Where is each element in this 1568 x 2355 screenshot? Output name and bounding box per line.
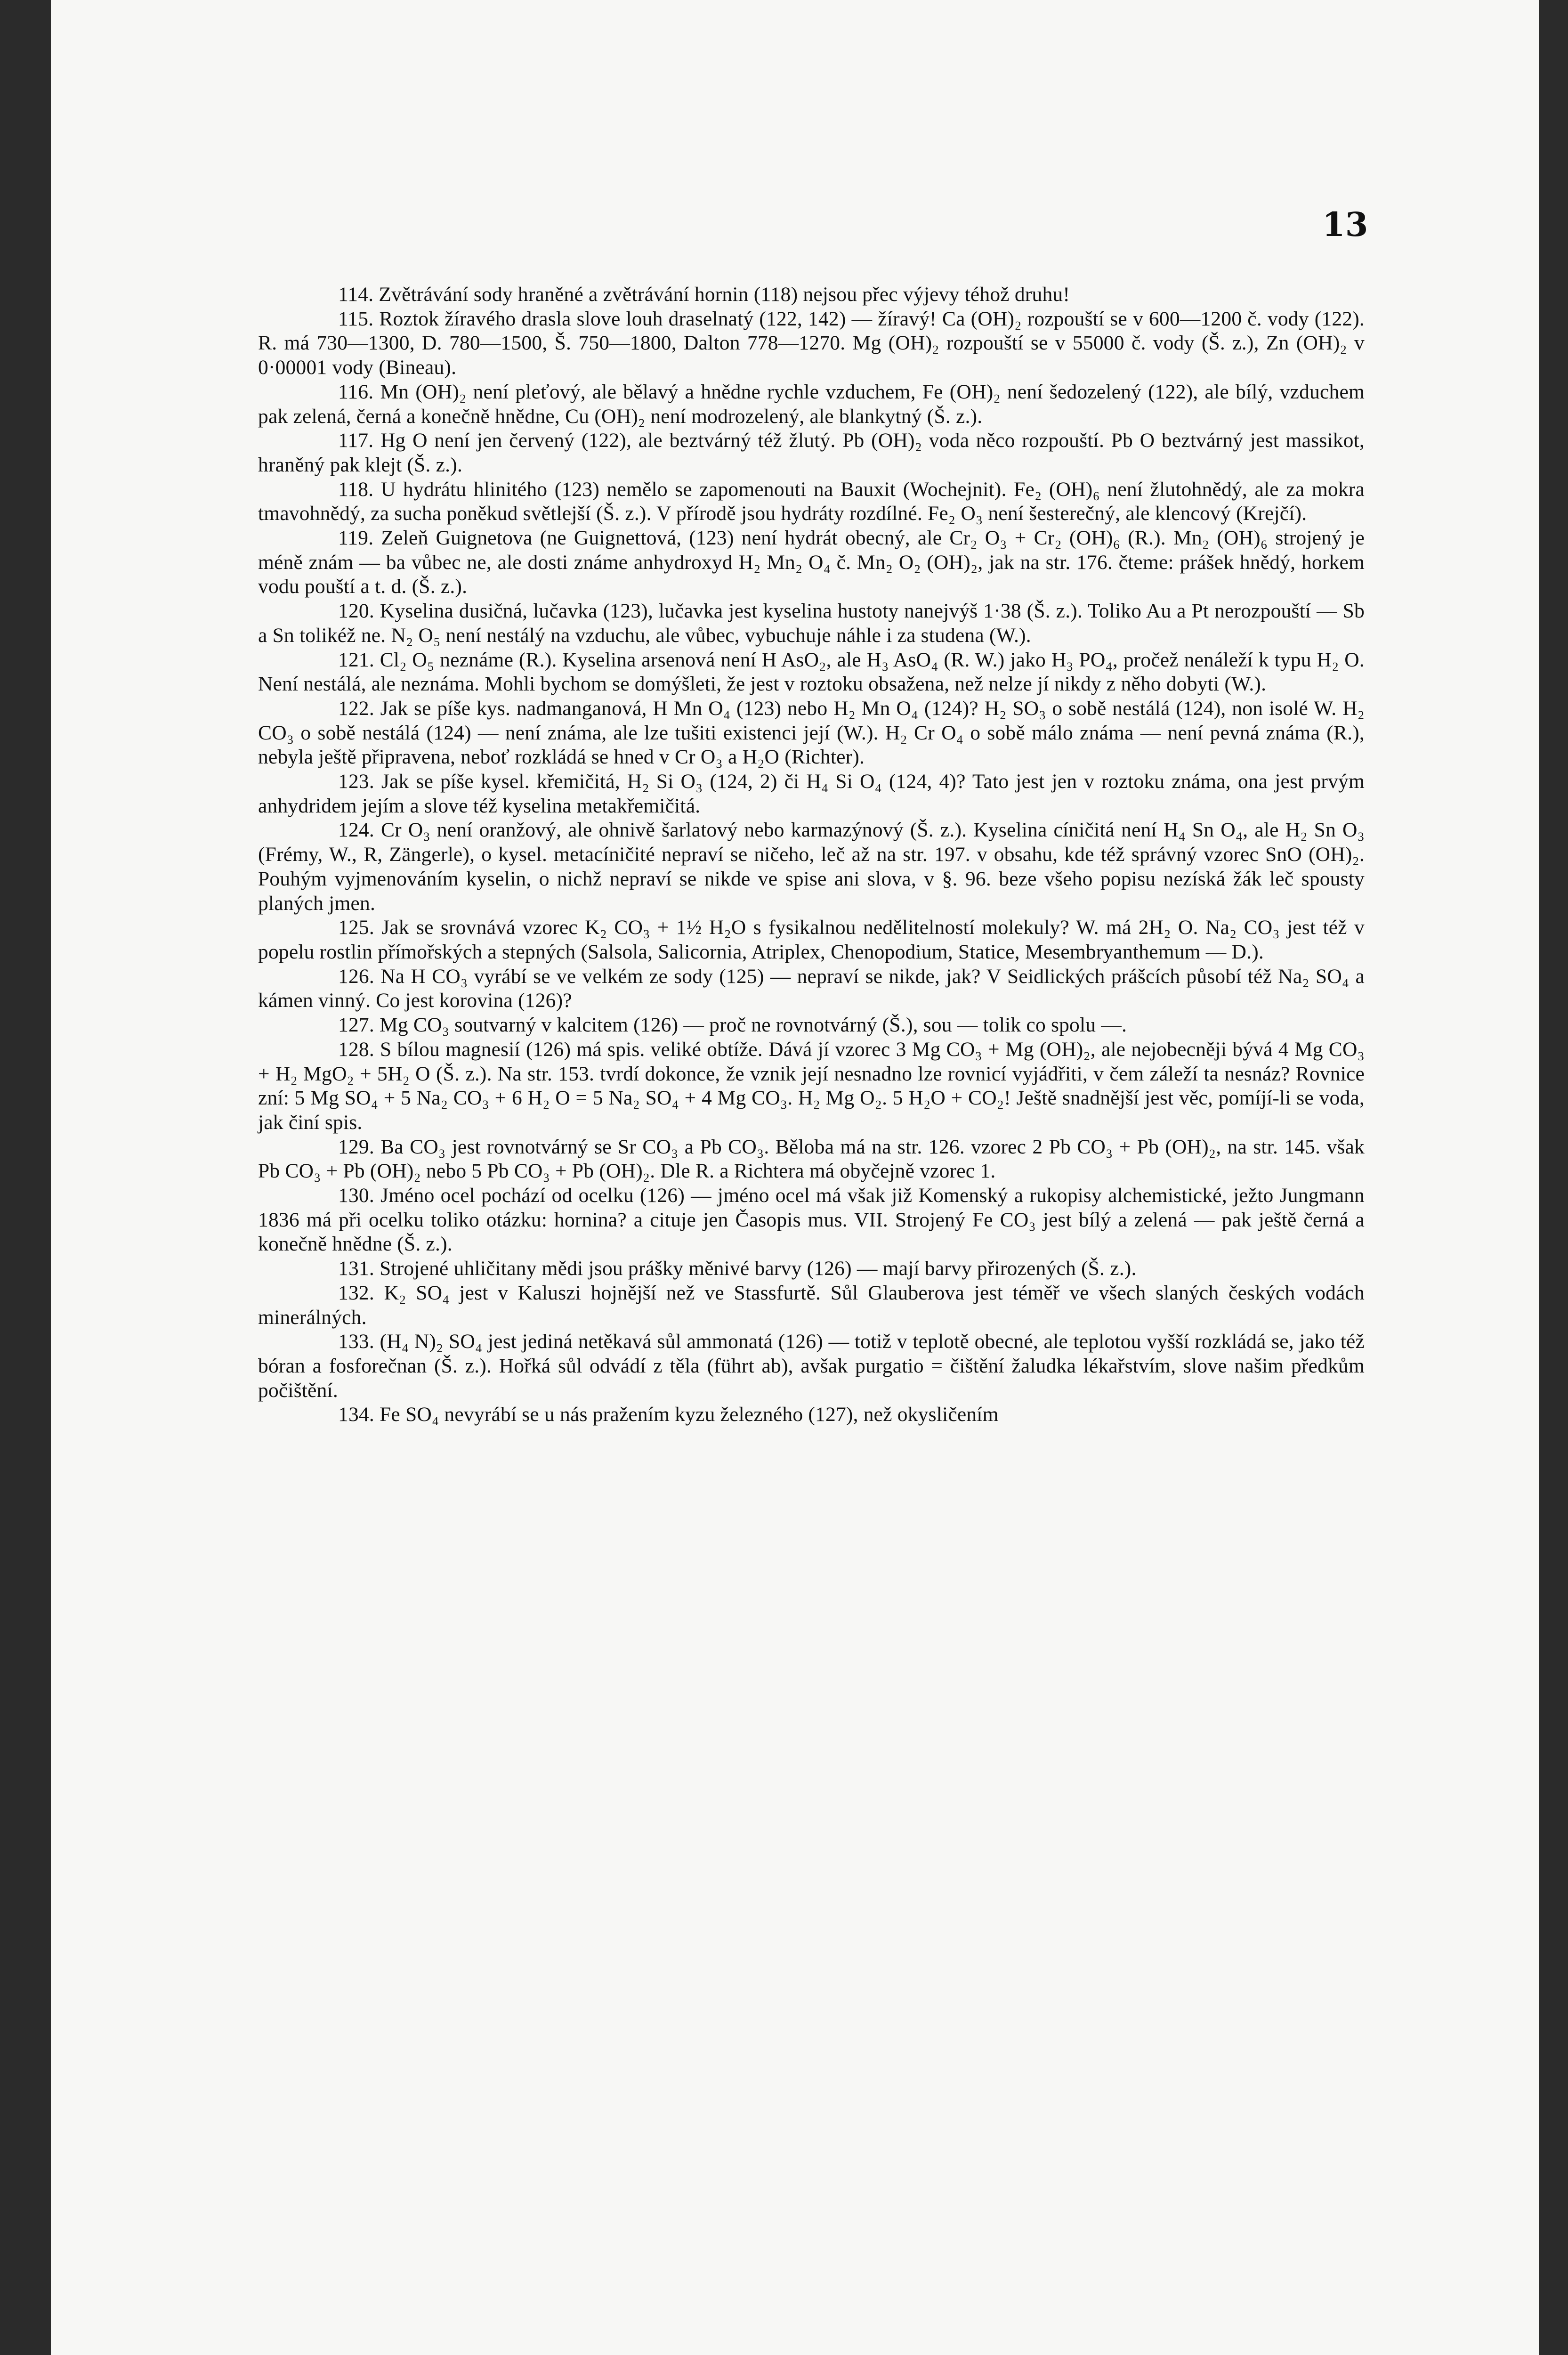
paragraph-127: 127. Mg CO₃ soutvarný v kalcitem (126) — proč ne rovnotvárný (Š.), sou — tolik co spolu —. [338, 1014, 1127, 1037]
paragraph-114: 114. Zvětrávání sody hraněné a zvětrávání hornin (118) nejsou přec výjevy téhož druhu! [338, 283, 1070, 306]
page-number: 13 [1322, 205, 1368, 244]
paragraph-126: 126. Na H CO₃ vyrábí se ve velkém ze sody (125) — nepraví se nikde, jak? V Seidlických prášcích působí též Na₂ SO₄ a kámen vinný. Co jest korovina (126)? [258, 965, 1365, 1012]
paragraph-117: 117. Hg O není jen červený (122), ale beztvárný též žlutý. Pb (OH)₂ voda něco rozpouští. Pb O beztvárný jest massikot, hraněný pak klejt (Š. z.). [258, 429, 1365, 476]
paragraph-128: 128. S bílou magnesií (126) má spis. veliké obtíže. Dává jí vzorec 3 Mg CO₃ + Mg (OH)₂, ale nejobecněji bývá 4 Mg CO₃ + H₂ MgO₂ + 5H₂ O (Š. z.). Na str. 153. tvrdí dokonce, že vznik její nesnadno lze rovnicí vyjádřiti, v čem záleží ta nesnáz? Rovnice zní: 5 Mg SO₄ + 5 Na₂ CO₃ + 6 H₂ O = 5 Na₂ SO₄ + 4 Mg CO₃. H₂ Mg O₂. 5 H₂O + CO₂! Ještě snadnější jest věc, pomíjí-li se voda, jak činí spis. [258, 1038, 1365, 1134]
paragraph-134: 134. Fe SO₄ nevyrábí se u nás pražením kyzu železného (127), než okysličením [338, 1403, 999, 1426]
paragraph-133: 133. (H₄ N)₂ SO₄ jest jediná netěkavá sůl ammonatá (126) — totiž v teplotě obecné, ale teplotou vyšší rozkládá se, jako též bóran a fosforečnan (Š. z.). Hořká sůl odvádí z těla (führt ab), avšak purgatio = čištění žaludka lékařstvím, slove našim předkům počištění. [258, 1330, 1365, 1402]
document-body [258, 283, 1365, 1427]
paragraph-116: 116. Mn (OH)₂ není pleťový, ale bělavý a hnědne rychle vzduchem, Fe (OH)₂ není šedozelený (122), ale bílý, vzduchem pak zelená, černá a konečně hnědne, Cu (OH)₂ není modrozelený, ale blankytný (Š. z.). [258, 380, 1365, 428]
paragraph-123: 123. Jak se píše kysel. křemičitá, H₂ Si O₃ (124, 2) či H₄ Si O₄ (124, 4)? Tato jest jen v roztoku známa, ona jest prvým anhydridem jejím a slove též kyselina metakřemičitá. [258, 770, 1365, 817]
paragraph-115: 115. Roztok žíravého drasla slove louh draselnatý (122, 142) — žíravý! Ca (OH)₂ rozpouští se v 600—1200 č. vody (122). R. má 730—1300, D. 780—1500, Š. 750—1800, Dalton 778—1270. Mg (OH)₂ rozpouští se v 55000 č. vody (Š. z.), Zn (OH)₂ v 0·00001 vody (Bineau). [258, 307, 1365, 379]
paragraph-124: 124. Cr O₃ není oranžový, ale ohnivě šarlatový nebo karmazýnový (Š. z.). Kyselina cíničitá není H₄ Sn O₄, ale H₂ Sn O₃ (Frémy, W., R, Zängerle), o kysel. metacíničité nepraví se ničeho, leč až na str. 197. v obsahu, kde též správný vzorec SnO (OH)₂. Pouhým vyjmenováním kyselin, o nichž nepraví se nikde ve spise ani slova, v §. 96. beze všeho popisu nezíská žák leč spousty planých jmen. [258, 819, 1365, 915]
paragraph-122: 122. Jak se píše kys. nadmanganová, H Mn O₄ (123) nebo H₂ Mn O₄ (124)? H₂ SO₃ o sobě nestálá (124), non isolé W. H₂ CO₃ o sobě nestálá (124) — není známa, ale lze tušiti existenci její (W.). H₂ Cr O₄ o sobě málo známa — není pevná známa (R.), nebyla ještě připravena, neboť rozkládá se hned v Cr O₃ a H₂O (Richter). [258, 697, 1365, 769]
paragraph-131: 131. Strojené uhličitany mědi jsou prášky měnivé barvy (126) — mají barvy přirozených (Š. z.). [338, 1257, 1137, 1280]
paragraph-129: 129. Ba CO₃ jest rovnotvárný se Sr CO₃ a Pb CO₃. Běloba má na str. 126. vzorec 2 Pb CO₃ + Pb (OH)₂, na str. 145. však Pb CO₃ + Pb (OH)₂ nebo 5 Pb CO₃ + Pb (OH)₂. Dle R. a Richtera má obyčejně vzorec 1. [258, 1135, 1365, 1183]
paragraph-130: 130. Jméno ocel pochází od ocelku (126) — jméno ocel má však již Komenský a rukopisy alchemistické, ježto Jungmann 1836 má při ocelku toliko otázku: hornina? a cituje jen Časopis mus. VII. Strojený Fe CO₃ jest bílý a zelená — pak ještě černá a konečně hnědne (Š. z.). [258, 1184, 1365, 1256]
paragraph-120: 120. Kyselina dusičná, lučavka (123), lučavka jest kyselina hustoty nanejvýš 1·38 (Š. z.). Toliko Au a Pt nerozpouští — Sb a Sn tolikéž ne. N₂ O₅ není nestálý na vzduchu, ale vůbec, vybuchuje náhle i za studena (W.). [258, 600, 1365, 647]
paragraph-118: 118. U hydrátu hlinitého (123) nemělo se zapomenouti na Bauxit (Wochejnit). Fe₂ (OH)₆ není žlutohnědý, ale za mokra tmavohnědý, za sucha poněkud světlejší (Š. z.). V přírodě jsou hydráty rozdílné. Fe₂ O₃ není šesterečný, ale klencový (Krejčí). [258, 478, 1365, 525]
paragraph-132: 132. K₂ SO₄ jest v Kaluszi hojnější než ve Stassfurtě. Sůl Glauberova jest téměř ve všech slaných českých vodách minerálných. [258, 1281, 1365, 1329]
paragraph-121: 121. Cl₂ O₅ neznáme (R.). Kyselina arsenová není H AsO₂, ale H₃ AsO₄ (R. W.) jako H₃ PO₄, pročež nenáleží k typu H₂ O. Není nestálá, ale neznáma. Mohli bychom se domýšleti, že jest v roztoku obsažena, než nelze jí nikdy z něho dobyti (W.). [258, 648, 1365, 696]
document-page [51, 0, 1539, 2355]
paragraph-125: 125. Jak se srovnává vzorec K₂ CO₃ + 1½ H₂O s fysikalnou nedělitelností molekuly? W. má 2H₂ O. Na₂ CO₃ jest též v popelu rostlin přímořských a stepných (Salsola, Salicornia, Atriplex, Chenopodium, Statice, Mesembryanthemum — D.). [258, 916, 1365, 963]
paragraph-119: 119. Zeleň Guignetova (ne Guignettová, (123) není hydrát obecný, ale Cr₂ O₃ + Cr₂ (OH)₆ (R.). Mn₂ (OH)₆ strojený je méně znám — ba vůbec ne, ale dosti známe anhydroxyd H₂ Mn₂ O₄ č. Mn₂ O₂ (OH)₂, jak na str. 176. čteme: prášek hnědý, horkem vodu pouští a t. d. (Š. z.). [258, 527, 1365, 598]
